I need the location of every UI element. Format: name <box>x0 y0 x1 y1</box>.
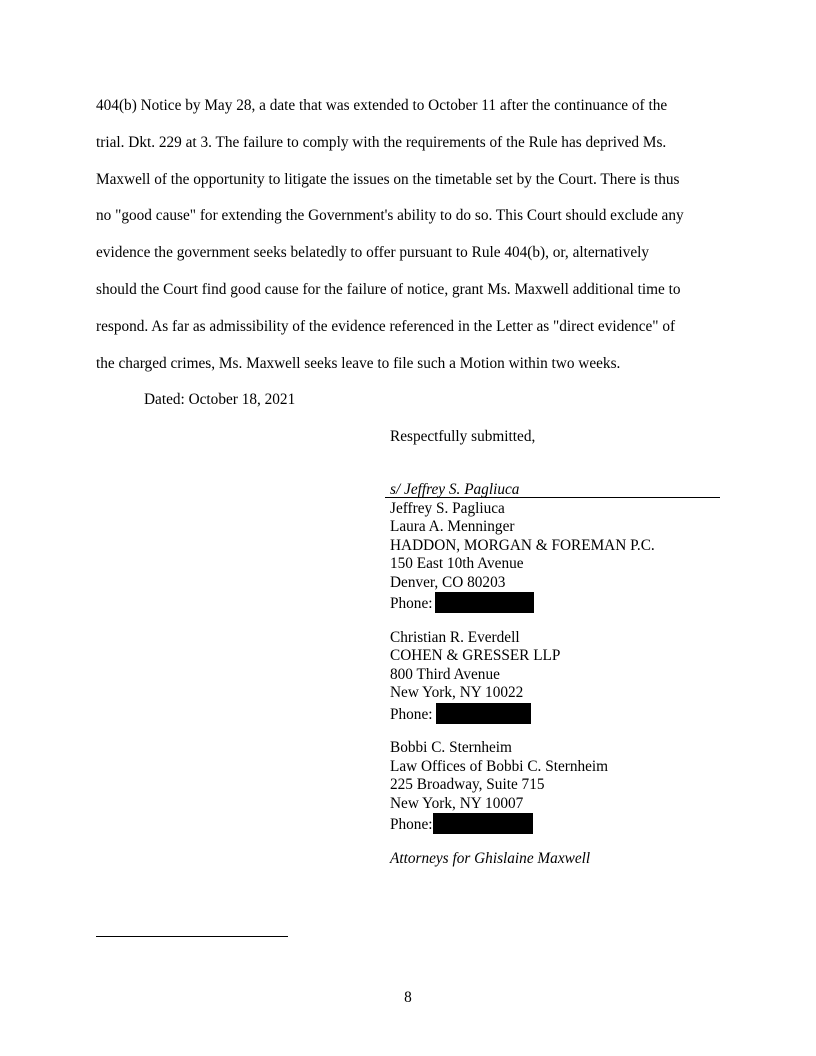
electronic-signature: s/ Jeffrey S. Pagliuca <box>390 481 520 498</box>
footnote-separator <box>96 936 288 937</box>
address-line: New York, NY 10022 <box>390 684 524 701</box>
body-line: 404(b) Notice by May 28, a date that was extended to October 11 after the continuance of the <box>96 97 668 114</box>
phone-line <box>390 813 533 834</box>
address-line: 150 East 10th Avenue <box>390 555 524 572</box>
body-line: no "good cause" for extending the Government's ability to do so. This Court should exclude any <box>96 207 684 224</box>
body-line: should the Court find good cause for the failure of notice, grant Ms. Maxwell additional time to <box>96 281 681 298</box>
address-line: 225 Broadway, Suite 715 <box>390 776 545 793</box>
address-line: New York, NY 10007 <box>390 795 524 812</box>
phone-label: Phone: <box>390 595 433 612</box>
firm-name: COHEN & GRESSER LLP <box>390 647 561 664</box>
attorney-name: Jeffrey S. Pagliuca <box>390 500 505 517</box>
closing: Respectfully submitted, <box>390 428 536 445</box>
phone-line <box>390 703 531 724</box>
attorney-name: Bobbi C. Sternheim <box>390 739 512 756</box>
redaction-box <box>436 703 531 724</box>
attorneys-for: Attorneys for Ghislaine Maxwell <box>390 850 591 867</box>
phone-label: Phone: <box>390 816 433 833</box>
body-line: respond. As far as admissibility of the evidence referenced in the Letter as "direct evidence" of <box>96 318 676 335</box>
address-line: 800 Third Avenue <box>390 666 500 683</box>
phone-line <box>390 592 534 613</box>
firm-name: HADDON, MORGAN & FOREMAN P.C. <box>390 537 655 554</box>
address-line: Denver, CO 80203 <box>390 574 506 591</box>
redaction-box <box>435 592 534 613</box>
dated-line: Dated: October 18, 2021 <box>144 391 296 408</box>
firm-name: Law Offices of Bobbi C. Sternheim <box>390 758 609 775</box>
body-line: Maxwell of the opportunity to litigate the issues on the timetable set by the Court. There is thus <box>96 171 680 188</box>
attorney-name: Laura A. Menninger <box>390 518 515 535</box>
body-line: the charged crimes, Ms. Maxwell seeks leave to file such a Motion within two weeks. <box>96 355 621 372</box>
body-line: trial. Dkt. 229 at 3. The failure to comply with the requirements of the Rule has deprived Ms. <box>96 134 667 151</box>
phone-label: Phone: <box>390 706 433 723</box>
signature-rule <box>385 497 720 498</box>
body-line: evidence the government seeks belatedly to offer pursuant to Rule 404(b), or, alternatively <box>96 244 650 261</box>
page-number: 8 <box>404 989 412 1006</box>
attorney-name: Christian R. Everdell <box>390 629 520 646</box>
redaction-box <box>433 813 533 834</box>
